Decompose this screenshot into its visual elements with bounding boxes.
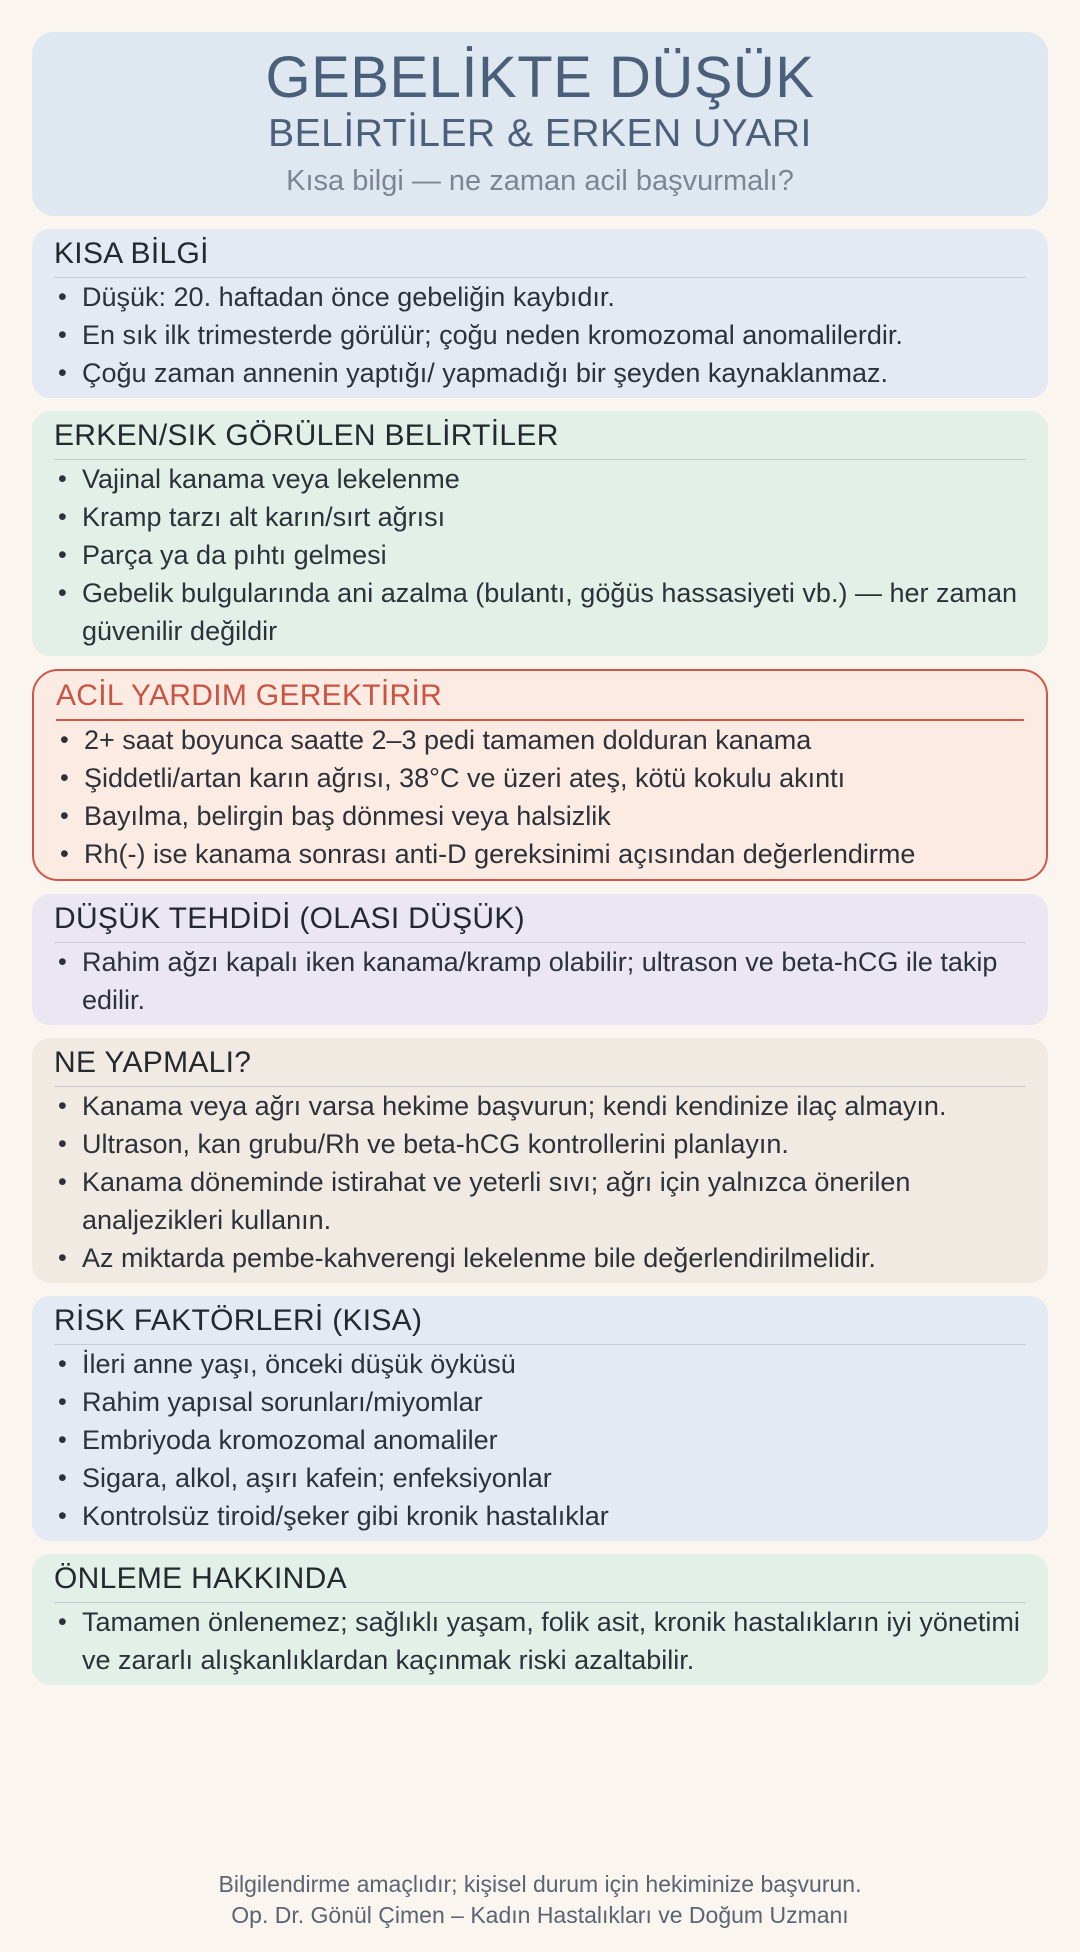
bullet-item: • Az miktarda pembe-kahverengi lekelenme bile değerlendirilmelidir. <box>54 1239 1026 1277</box>
bullet-item: • Sigara, alkol, aşırı kafein; enfeksiyonlar <box>54 1459 1026 1497</box>
page-tagline: Kısa bilgi — ne zaman acil başvurmalı? <box>286 165 794 197</box>
section-title: ÖNLEME HAKKINDA <box>54 1562 347 1595</box>
footer-disclaimer: Bilgilendirme amaçlıdır; kişisel durum için hekiminize başvurun. <box>218 1871 862 1897</box>
section-risk-faktorleri <box>32 1296 1048 1541</box>
bullet-item: • Düşük: 20. haftadan önce gebeliğin kaybıdır. <box>54 278 1026 316</box>
bullet-item: • İleri anne yaşı, önceki düşük öyküsü <box>54 1345 1026 1383</box>
section-ne-yapmali <box>32 1038 1048 1283</box>
bullet-list <box>56 721 1024 873</box>
bullet-item: • En sık ilk trimesterde görülür; çoğu neden kromozomal anomalilerdir. <box>54 316 1026 354</box>
bullet-item: • Embriyoda kromozomal anomaliler <box>54 1421 1026 1459</box>
bullet-list <box>54 1087 1026 1277</box>
page-subtitle: BELİRTİLER & ERKEN UYARI <box>268 112 812 155</box>
bullet-item: • 2+ saat boyunca saatte 2–3 pedi tamamen dolduran kanama <box>56 721 1024 759</box>
bullet-item: • Kramp tarzı alt karın/sırt ağrısı <box>54 498 1026 536</box>
bullet-item: • Vajinal kanama veya lekelenme <box>54 460 1026 498</box>
bullet-item: • Rahim yapısal sorunları/miyomlar <box>54 1383 1026 1421</box>
bullet-item: • Rh(-) ise kanama sonrası anti-D gereksinimi açısından değerlendirme <box>56 835 1024 873</box>
bullet-item: • Kontrolsüz tiroid/şeker gibi kronik hastalıklar <box>54 1497 1026 1535</box>
section-title: DÜŞÜK TEHDİDİ (OLASI DÜŞÜK) <box>54 902 525 935</box>
section-onleme-hakkinda <box>32 1554 1048 1685</box>
page-title: GEBELİKTE DÜŞÜK <box>265 45 815 110</box>
section-title: NE YAPMALI? <box>54 1046 252 1079</box>
bullet-list <box>54 943 1026 1019</box>
bullet-item: • Tamamen önlenemez; sağlıklı yaşam, folik asit, kronik hastalıkların iyi yönetimi ve zararlı alışkanlıklardan kaçınmak riski azaltabilir. <box>54 1603 1026 1679</box>
section-title: ACİL YARDIM GEREKTİRİR <box>56 679 443 712</box>
bullet-item: • Gebelik bulgularında ani azalma (bulantı, göğüs hassasiyeti vb.) — her zaman güvenilir değildir <box>54 574 1026 650</box>
bullet-item: • Ultrason, kan grubu/Rh ve beta-hCG kontrollerini planlayın. <box>54 1125 1026 1163</box>
bullet-item: • Çoğu zaman annenin yaptığı/ yapmadığı bir şeyden kaynaklanmaz. <box>54 354 1026 392</box>
section-title: RİSK FAKTÖRLERİ (KISA) <box>54 1304 423 1337</box>
bullet-item: • Kanama veya ağrı varsa hekime başvurun; kendi kendinize ilaç almayın. <box>54 1087 1026 1125</box>
bullet-item: • Şiddetli/artan karın ağrısı, 38°C ve üzeri ateş, kötü kokulu akıntı <box>56 759 1024 797</box>
bullet-item: • Kanama döneminde istirahat ve yeterli sıvı; ağrı için yalnızca önerilen analjezikleri kullanın. <box>54 1163 1026 1239</box>
section-acil-yardim-gerektirir <box>32 669 1048 881</box>
section-kisa-bilgi <box>32 229 1048 398</box>
section-dusuk-tehdidi <box>32 894 1048 1025</box>
section-title: ERKEN/SIK GÖRÜLEN BELİRTİLER <box>54 419 559 452</box>
section-erken-sik-gorulen-belirtiler <box>32 411 1048 656</box>
bullet-item: • Parça ya da pıhtı gelmesi <box>54 536 1026 574</box>
section-title: KISA BİLGİ <box>54 237 209 270</box>
bullet-list <box>54 1603 1026 1679</box>
bullet-list <box>54 460 1026 650</box>
bullet-item: • Rahim ağzı kapalı iken kanama/kramp olabilir; ultrason ve beta-hCG ile takip edilir. <box>54 943 1026 1019</box>
bullet-list <box>54 278 1026 392</box>
bullet-list <box>54 1345 1026 1535</box>
footer <box>0 1870 1080 1930</box>
header-card <box>32 32 1048 216</box>
bullet-item: • Bayılma, belirgin baş dönmesi veya halsizlik <box>56 797 1024 835</box>
footer-doctor-credit: Op. Dr. Gönül Çimen – Kadın Hastalıkları ve Doğum Uzmanı <box>231 1902 849 1928</box>
